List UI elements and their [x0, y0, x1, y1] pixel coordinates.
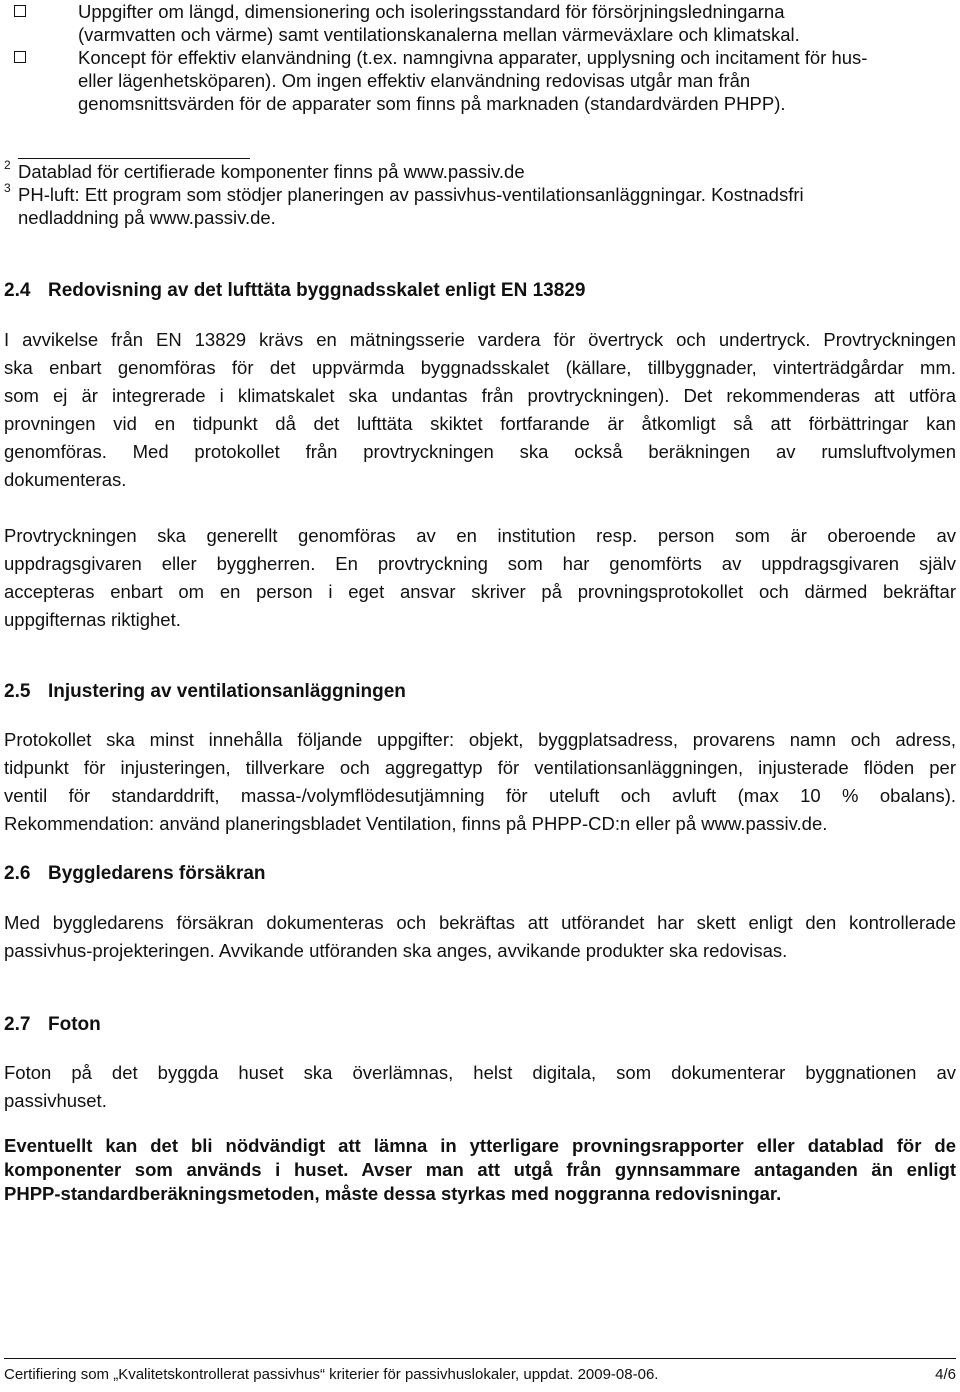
list-item [8, 0, 948, 46]
section-2-6 [4, 862, 956, 965]
paragraph [4, 1059, 956, 1115]
section-heading [4, 862, 956, 886]
page-footer [4, 1366, 956, 1384]
checkbox-square-icon [14, 51, 26, 63]
footnote-divider [18, 158, 250, 159]
checkbox-square-icon [14, 5, 26, 17]
paragraph-line: uppdragsgivaren eller byggherren. En provtryckning som har genomförts av uppdragsgivaren själv [4, 553, 956, 574]
paragraph-line: Protokollet ska minst innehålla följande uppgifter: objekt, byggplatsadress, provarens namn och adress, [4, 729, 956, 750]
footnote-text: PH-luft: Ett program som stödjer planeringen av passivhus-ventilationsanläggningar. Kostnadsfri [18, 184, 804, 205]
list-item-line: Uppgifter om längd, dimensionering och isoleringsstandard för försörjningsledningarna [78, 1, 785, 22]
section-number: 2.6 [4, 863, 31, 884]
paragraph-line: Med byggledarens försäkran dokumenteras och bekräftas att utförandet har skett enligt den kontrollerade [4, 912, 956, 933]
paragraph-line: PHPP-standardberäkningsmetoden, måste dessa styrkas med noggranna redovisningar. [4, 1183, 782, 1204]
paragraph-line: som ej är integrerade i klimatskalet ska undantas från provtryckningen). Det rekommenderas att utföra [4, 385, 956, 406]
section-heading [4, 1013, 956, 1037]
list-item [8, 46, 948, 115]
section-number: 2.4 [4, 280, 31, 301]
section-heading [4, 279, 956, 303]
section-2-5 [4, 680, 956, 838]
paragraph [4, 726, 956, 838]
section-heading [4, 680, 956, 704]
footnote-text: nedladdning på www.passiv.de. [18, 207, 276, 228]
section-number: 2.7 [4, 1014, 31, 1035]
paragraph [4, 522, 956, 634]
bold-note [4, 1134, 956, 1206]
footnote [4, 183, 944, 229]
footnote-number: 3 [4, 181, 11, 195]
paragraph-line: I avvikelse från EN 13829 krävs en mätningsserie vardera för övertryck och undertryck. Provtryckningen [4, 329, 956, 350]
paragraph-line: Foton på det byggda huset ska överlämnas, helst digitala, som dokumenterar byggnationen av [4, 1062, 956, 1083]
paragraph-line: passivhus-projekteringen. Avvikande utföranden ska anges, avvikande produkter ska redovisas. [4, 940, 788, 961]
list-item-line: eller lägenhetsköparen). Om ingen effektiv elanvändning redovisas utgår man från [78, 70, 751, 91]
section-2-7 [4, 1013, 956, 1206]
paragraph-line: passivhuset. [4, 1090, 107, 1111]
footnotes [4, 160, 944, 229]
paragraph-line: tidpunkt för injusteringen, tillverkare och aggregattyp för ventilationsanläggningen, injusterade flöden per [4, 757, 956, 778]
paragraph-line: accepteras enbart om en person i eget ansvar skriver på provningsprotokollet och därmed bekräftar [4, 581, 956, 602]
footer-text: Certifiering som „Kvalitetskontrollerat passivhus“ kriterier för passivhuslokaler, uppdat. 2009-08-06. [4, 1366, 659, 1383]
paragraph-line: dokumenteras. [4, 469, 127, 490]
section-title: Byggledarens försäkran [48, 863, 266, 884]
section-title: Foton [48, 1014, 101, 1035]
footnote-text: Datablad för certifierade komponenter finns på www.passiv.de [18, 161, 525, 182]
paragraph-line: komponenter som används i huset. Avser man att utgå från gynnsammare antaganden än enligt [4, 1159, 956, 1180]
paragraph-line: Provtryckningen ska generellt genomföras av en institution resp. person som är oberoende av [4, 525, 956, 546]
list-item-line: genomsnittsvärden för de apparater som finns på marknaden (standardvärden PHPP). [78, 93, 786, 114]
section-2-4 [4, 279, 956, 634]
list-item-line: (varmvatten och värme) samt ventilationskanalerna mellan värmeväxlare och klimatskal. [78, 24, 800, 45]
paragraph-line: ska enbart genomföras för det uppvärmda byggnadsskalet (källare, tillbyggnader, vinterträdgårdar mm. [4, 357, 956, 378]
footnote [4, 160, 944, 183]
paragraph-line: Rekommendation: använd planeringsbladet Ventilation, finns på PHPP-CD:n eller på www.passiv.de. [4, 813, 828, 834]
paragraph-line: Eventuellt kan det bli nödvändigt att lämna in ytterligare provningsrapporter eller datablad för de [4, 1135, 956, 1156]
paragraph-line: ventil för standarddrift, massa-/volymflödesutjämning för uteluft och avluft (max 10 % obalans). [4, 785, 956, 806]
section-number: 2.5 [4, 681, 31, 702]
section-title: Injustering av ventilationsanläggningen [48, 681, 406, 702]
paragraph [4, 909, 956, 965]
paragraph-line: provningen vid en tidpunkt då det lufttäta skiktet fortfarande är åtkomligt så att förbättringar kan [4, 413, 956, 434]
footer-divider [4, 1358, 956, 1359]
checkbox-list [8, 0, 948, 115]
paragraph-line: genomföras. Med protokollet från provtryckningen ska också beräkningen av rumsluftvolymen [4, 441, 956, 462]
footnote-number: 2 [4, 158, 11, 172]
section-title: Redovisning av det lufttäta byggnadsskalet enligt EN 13829 [48, 280, 586, 301]
page-number: 4/6 [935, 1366, 956, 1383]
paragraph-line: uppgifternas riktighet. [4, 609, 181, 630]
paragraph [4, 326, 956, 494]
list-item-line: Koncept för effektiv elanvändning (t.ex. namngivna apparater, upplysning och incitament för hus- [78, 47, 868, 68]
